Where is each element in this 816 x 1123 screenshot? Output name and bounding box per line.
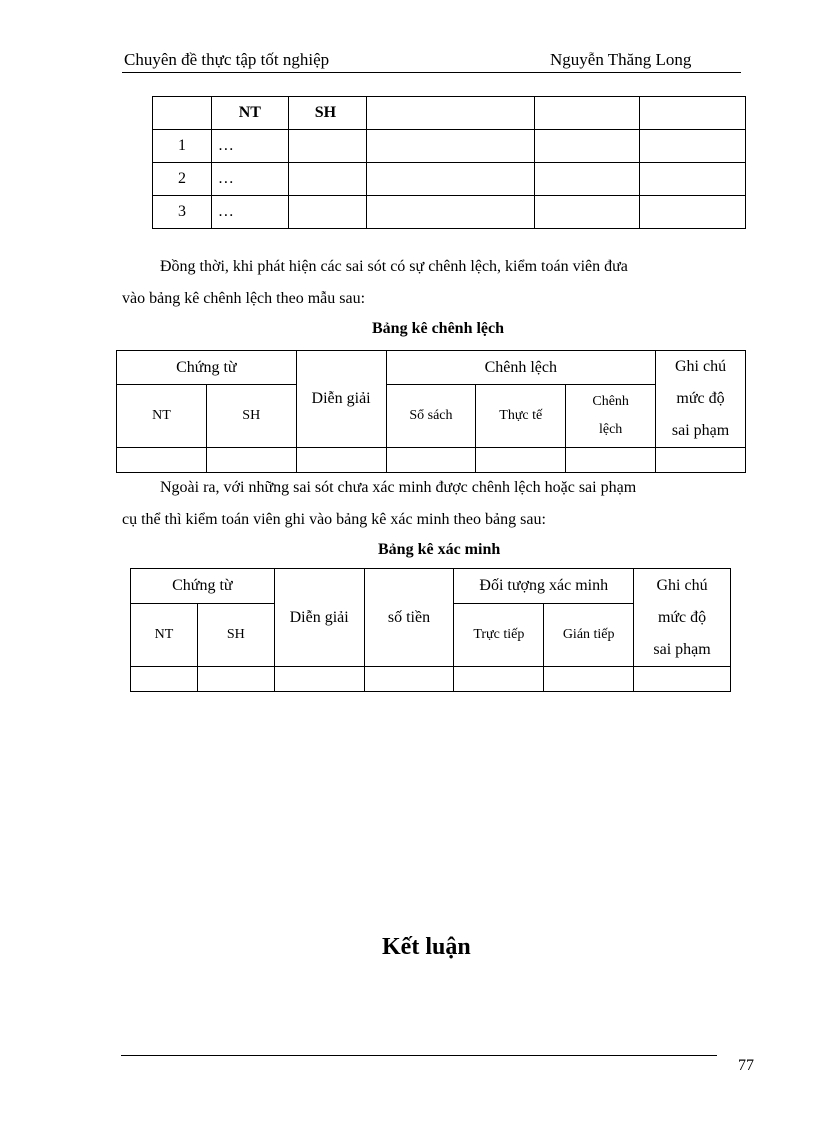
header-nt: NT xyxy=(117,385,207,448)
row-cell xyxy=(634,667,731,692)
header-sh: SH xyxy=(197,604,274,667)
header-ghi-chu xyxy=(634,569,731,667)
paragraph-line: cụ thể thì kiểm toán viên ghi vào bảng kê xác minh theo bảng sau: xyxy=(122,511,546,528)
row-cell xyxy=(296,448,386,473)
row-cell xyxy=(640,196,746,229)
row-cell xyxy=(288,196,366,229)
paragraph-line: vào bảng kê chênh lệch theo mẫu sau: xyxy=(122,290,366,307)
header-rule xyxy=(122,72,741,73)
row-cell xyxy=(131,667,198,692)
paragraph-line: Ngoài ra, với những sai sót chưa xác minh được chênh lệch hoặc sai phạm xyxy=(160,479,637,496)
header-cell-sh: SH xyxy=(288,97,366,130)
row-cell xyxy=(117,448,207,473)
ghi-chu-line: mức độ xyxy=(676,390,725,407)
ghi-chu-line: Ghi chú xyxy=(674,358,727,375)
header-sh: SH xyxy=(206,385,296,448)
row-cell xyxy=(366,196,535,229)
row-number: 3 xyxy=(153,196,212,229)
header-chenh-lech: Chênh lệch xyxy=(386,351,656,385)
table-header-row xyxy=(153,97,746,130)
table-row xyxy=(153,130,746,163)
header-title: Chuyên đề thực tập tốt nghiệp xyxy=(124,50,330,69)
row-cell xyxy=(366,130,535,163)
row-cell xyxy=(206,448,296,473)
footer-rule xyxy=(121,1055,717,1056)
verification-table xyxy=(130,568,731,692)
row-cell xyxy=(640,130,746,163)
row-cell xyxy=(640,163,746,196)
header-chenh-lech-sub xyxy=(566,385,656,448)
header-dien-giai: Diễn giải xyxy=(296,351,386,448)
chenh-line: Chênh xyxy=(592,394,629,409)
conclusion-heading: Kết luận xyxy=(382,934,471,960)
header-chung-tu: Chứng từ xyxy=(131,569,275,604)
row-cell xyxy=(535,163,640,196)
row-cell: … xyxy=(211,130,288,163)
ghi-chu-line: Ghi chú xyxy=(656,576,708,594)
row-cell: … xyxy=(211,163,288,196)
header-cell xyxy=(640,97,746,130)
row-cell xyxy=(544,667,634,692)
header-nt: NT xyxy=(131,604,198,667)
header-cell xyxy=(366,97,535,130)
row-cell xyxy=(386,448,476,473)
row-cell xyxy=(288,130,366,163)
ghi-chu-line: mức độ xyxy=(657,608,707,626)
row-cell: … xyxy=(211,196,288,229)
paragraph-line: Đồng thời, khi phát hiện các sai sót có sự chênh lệch, kiểm toán viên đưa xyxy=(160,258,628,275)
row-cell xyxy=(274,667,364,692)
page-number: 77 xyxy=(738,1057,754,1074)
row-cell xyxy=(535,130,640,163)
header-thuc-te: Thực tế xyxy=(476,385,566,448)
header-truc-tiep: Trực tiếp xyxy=(454,604,544,667)
header-gian-tiep: Gián tiếp xyxy=(544,604,634,667)
header-cell-nt: NT xyxy=(211,97,288,130)
row-cell xyxy=(656,448,746,473)
row-number: 2 xyxy=(153,163,212,196)
discrepancy-table xyxy=(116,350,746,473)
ghi-chu-line: sai phạm xyxy=(671,422,730,439)
table-row xyxy=(153,196,746,229)
row-cell xyxy=(364,667,454,692)
table-row xyxy=(153,163,746,196)
header-so-tien: số tiền xyxy=(364,569,454,667)
table-caption: Bảng kê chênh lệch xyxy=(372,320,505,337)
table-row xyxy=(117,448,746,473)
table-row xyxy=(131,667,731,692)
row-cell xyxy=(197,667,274,692)
header-chung-tu: Chứng từ xyxy=(117,351,297,385)
header-author: Nguyễn Thăng Long xyxy=(550,50,692,69)
header-so-sach: Sổ sách xyxy=(386,385,476,448)
header-cell xyxy=(153,97,212,130)
row-cell xyxy=(288,163,366,196)
row-cell xyxy=(454,667,544,692)
header-cell xyxy=(535,97,640,130)
row-cell xyxy=(476,448,566,473)
header-ghi-chu xyxy=(656,351,746,448)
header-dien-giai: Diễn giải xyxy=(274,569,364,667)
header-doi-tuong: Đối tượng xác minh xyxy=(454,569,634,604)
table-caption: Bảng kê xác minh xyxy=(378,541,501,558)
chenh-line: lệch xyxy=(598,422,623,437)
voucher-table xyxy=(152,96,746,229)
row-cell xyxy=(566,448,656,473)
row-cell xyxy=(535,196,640,229)
row-cell xyxy=(366,163,535,196)
ghi-chu-line: sai phạm xyxy=(653,640,711,658)
row-number: 1 xyxy=(153,130,212,163)
